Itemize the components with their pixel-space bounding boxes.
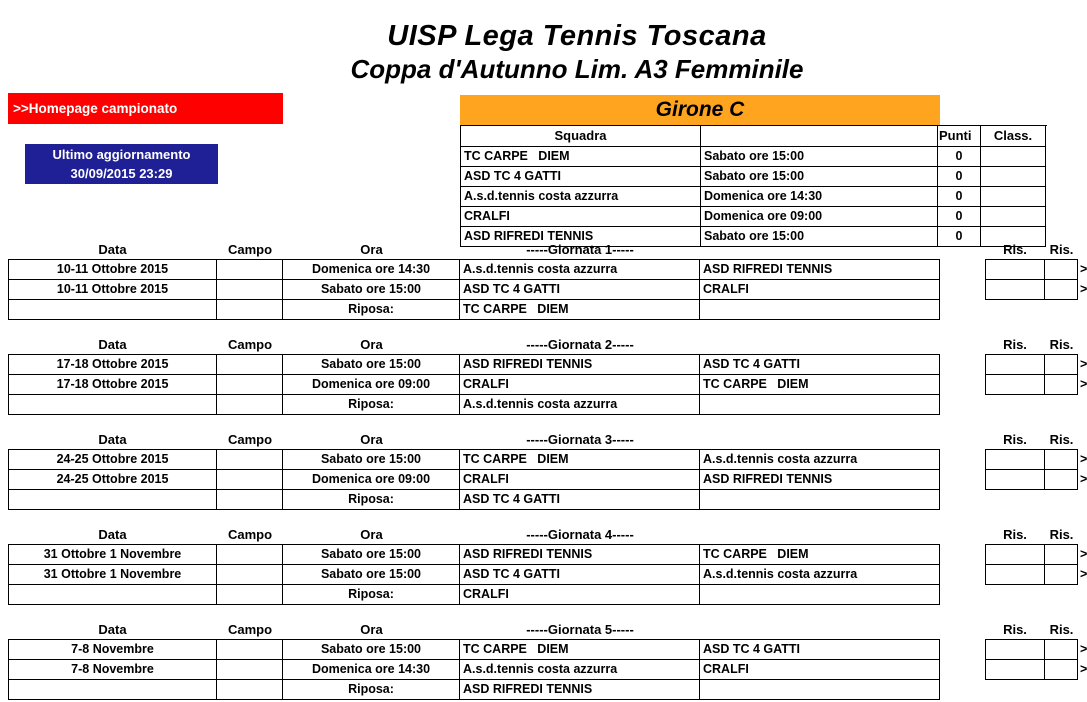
match-time: Sabato ore 15:00 xyxy=(283,565,460,584)
round-header-row xyxy=(8,433,1078,449)
round-results-box xyxy=(985,259,1078,300)
result-row xyxy=(986,660,1077,679)
match-court xyxy=(217,375,283,394)
match-court xyxy=(217,450,283,469)
col-header-data: Data xyxy=(98,527,127,542)
match-date: 10-11 Ottobre 2015 xyxy=(9,280,217,299)
match-court xyxy=(217,470,283,489)
col-header-ris-2: Ris. xyxy=(1049,242,1074,257)
match-home-team: ASD RIFREDI TENNIS xyxy=(460,545,700,564)
match-time: Domenica ore 09:00 xyxy=(283,375,460,394)
riposa-empty-date xyxy=(9,585,217,604)
result-cell-1 xyxy=(986,660,1045,679)
result-cell-1 xyxy=(986,470,1045,489)
result-cell-1 xyxy=(986,280,1045,299)
col-header-ora: Ora xyxy=(360,242,383,257)
col-header-ora: Ora xyxy=(360,337,383,352)
col-header-away-spacer xyxy=(700,338,940,354)
result-row xyxy=(986,375,1077,394)
riposa-empty-court xyxy=(217,680,283,699)
match-home-team: ASD TC 4 GATTI xyxy=(460,280,700,299)
match-time: Domenica ore 14:30 xyxy=(283,660,460,679)
riposa-row xyxy=(9,490,939,509)
result-cell-2 xyxy=(1045,470,1077,489)
result-cell-1 xyxy=(986,355,1045,374)
result-cell-1 xyxy=(986,640,1045,659)
standings-header-class: Class. xyxy=(981,126,1046,147)
match-row xyxy=(9,470,939,490)
result-link-arrow[interactable]: > xyxy=(1080,357,1087,371)
round-matches-table xyxy=(8,639,940,700)
round-results-box xyxy=(985,354,1078,395)
match-date: 24-25 Ottobre 2015 xyxy=(9,470,217,489)
round-matches-table xyxy=(8,544,940,605)
match-date: 7-8 Novembre xyxy=(9,640,217,659)
match-court xyxy=(217,280,283,299)
standings-team-name: TC CARPE DIEM xyxy=(461,147,701,167)
result-link-arrow[interactable]: > xyxy=(1080,642,1087,656)
col-header-ora: Ora xyxy=(360,622,383,637)
standings-header-row xyxy=(461,126,1047,147)
match-row xyxy=(9,640,939,660)
match-home-team: A.s.d.tennis costa azzurra xyxy=(460,260,700,279)
riposa-empty-date xyxy=(9,490,217,509)
col-header-ris-2: Ris. xyxy=(1049,337,1074,352)
result-link-arrow[interactable]: > xyxy=(1080,262,1087,276)
col-header-data: Data xyxy=(98,432,127,447)
riposa-label: Riposa: xyxy=(283,585,460,604)
homepage-campionato-link[interactable]: >>Homepage campionato xyxy=(8,93,283,124)
result-row xyxy=(986,470,1077,489)
result-cell-1 xyxy=(986,545,1045,564)
match-time: Sabato ore 15:00 xyxy=(283,355,460,374)
round-section xyxy=(0,528,1087,623)
result-row xyxy=(986,640,1077,660)
round-results-box xyxy=(985,544,1078,585)
riposa-empty-date xyxy=(9,680,217,699)
match-home-team: A.s.d.tennis costa azzurra xyxy=(460,660,700,679)
match-date: 17-18 Ottobre 2015 xyxy=(9,355,217,374)
standings-team-name: CRALFI xyxy=(461,207,701,227)
match-row xyxy=(9,355,939,375)
standings-rank xyxy=(981,147,1046,167)
riposa-empty-date xyxy=(9,395,217,414)
standings-rank xyxy=(981,207,1046,227)
riposa-empty-court xyxy=(217,585,283,604)
result-row xyxy=(986,545,1077,565)
match-court xyxy=(217,640,283,659)
match-home-team: ASD TC 4 GATTI xyxy=(460,565,700,584)
match-row xyxy=(9,375,939,395)
round-matches-table xyxy=(8,259,940,320)
round-header-row xyxy=(8,243,1078,259)
riposa-team: TC CARPE DIEM xyxy=(460,300,700,319)
round-title: -----Giornata 2----- xyxy=(526,337,634,352)
page-title: UISP Lega Tennis Toscana xyxy=(387,20,767,52)
round-matches-table xyxy=(8,449,940,510)
round-title: -----Giornata 4----- xyxy=(526,527,634,542)
header-gap xyxy=(940,623,985,639)
riposa-empty-away xyxy=(700,395,939,414)
col-header-ris-1: Ris. xyxy=(1003,622,1027,637)
result-cell-1 xyxy=(986,260,1045,279)
match-away-team: TC CARPE DIEM xyxy=(703,547,809,561)
riposa-empty-away xyxy=(700,585,939,604)
match-date: 31 Ottobre 1 Novembre xyxy=(9,545,217,564)
col-header-ris-2: Ris. xyxy=(1049,432,1074,447)
standings-points: 0 xyxy=(938,187,981,207)
match-court xyxy=(217,355,283,374)
match-date: 24-25 Ottobre 2015 xyxy=(9,450,217,469)
page-header xyxy=(77,18,1077,85)
match-row xyxy=(9,450,939,470)
standings-team-name: ASD RIFREDI TENNIS xyxy=(461,227,701,247)
round-results-box xyxy=(985,449,1078,490)
col-header-away-spacer xyxy=(700,243,940,259)
round-section xyxy=(0,243,1087,338)
standings-header-squadra: Squadra xyxy=(461,126,701,147)
riposa-row xyxy=(9,585,939,604)
match-time: Domenica ore 09:00 xyxy=(283,470,460,489)
col-header-ora: Ora xyxy=(360,432,383,447)
col-header-away-spacer xyxy=(700,433,940,449)
header-gap xyxy=(940,338,985,354)
round-header-row xyxy=(8,623,1078,639)
round-section xyxy=(0,623,1087,702)
round-results-box xyxy=(985,639,1078,680)
round-header-row xyxy=(8,528,1078,544)
match-time: Domenica ore 14:30 xyxy=(283,260,460,279)
col-header-ris-1: Ris. xyxy=(1003,432,1027,447)
header-gap xyxy=(940,243,985,259)
standings-row xyxy=(461,147,1047,167)
col-header-data: Data xyxy=(98,337,127,352)
result-link-arrow[interactable]: > xyxy=(1080,282,1087,296)
riposa-empty-away xyxy=(700,300,939,319)
riposa-empty-date xyxy=(9,300,217,319)
match-date: 17-18 Ottobre 2015 xyxy=(9,375,217,394)
result-link-arrow[interactable]: > xyxy=(1080,662,1087,676)
result-row xyxy=(986,450,1077,470)
match-court xyxy=(217,260,283,279)
round-title: -----Giornata 3----- xyxy=(526,432,634,447)
standings-rank xyxy=(981,187,1046,207)
col-header-campo: Campo xyxy=(227,527,273,542)
result-row xyxy=(986,565,1077,584)
riposa-empty-away xyxy=(700,680,939,699)
match-home-team: TC CARPE DIEM xyxy=(460,450,700,469)
standings-table xyxy=(460,125,1047,247)
standings-row xyxy=(461,207,1047,227)
round-header-row xyxy=(8,338,1078,354)
match-time: Sabato ore 15:00 xyxy=(283,280,460,299)
standings-row xyxy=(461,187,1047,207)
match-away-team: ASD RIFREDI TENNIS xyxy=(703,472,833,486)
header-gap xyxy=(940,433,985,449)
standings-rank xyxy=(981,167,1046,187)
col-header-campo: Campo xyxy=(227,242,273,257)
result-cell-2 xyxy=(1045,660,1077,679)
riposa-label: Riposa: xyxy=(283,300,460,319)
match-date: 31 Ottobre 1 Novembre xyxy=(9,565,217,584)
match-row xyxy=(9,660,939,680)
match-home-team: ASD RIFREDI TENNIS xyxy=(460,355,700,374)
result-cell-2 xyxy=(1045,545,1077,564)
match-row xyxy=(9,545,939,565)
match-away-team: ASD RIFREDI TENNIS xyxy=(703,262,833,276)
col-header-ris-1: Ris. xyxy=(1003,337,1027,352)
col-header-ris-2: Ris. xyxy=(1049,622,1074,637)
match-row xyxy=(9,280,939,300)
rounds-list xyxy=(0,243,1087,702)
result-cell-2 xyxy=(1045,355,1077,374)
result-link-arrow[interactable]: > xyxy=(1080,452,1087,466)
match-court xyxy=(217,545,283,564)
match-home-team: CRALFI xyxy=(460,375,700,394)
col-header-campo: Campo xyxy=(227,337,273,352)
col-header-data: Data xyxy=(98,242,127,257)
match-row xyxy=(9,260,939,280)
result-link-arrow[interactable]: > xyxy=(1080,472,1087,486)
result-cell-1 xyxy=(986,565,1045,584)
riposa-row xyxy=(9,395,939,414)
last-update-box xyxy=(25,144,218,184)
match-away-team: ASD TC 4 GATTI xyxy=(703,642,800,656)
col-header-ris-1: Ris. xyxy=(1003,242,1027,257)
standings-header-empty xyxy=(701,126,938,147)
result-cell-1 xyxy=(986,450,1045,469)
standings-team-name: A.s.d.tennis costa azzurra xyxy=(461,187,701,207)
col-header-away-spacer xyxy=(700,623,940,639)
col-header-ris-1: Ris. xyxy=(1003,527,1027,542)
result-row xyxy=(986,280,1077,299)
standings-points: 0 xyxy=(938,207,981,227)
round-section xyxy=(0,338,1087,433)
match-court xyxy=(217,565,283,584)
result-cell-2 xyxy=(1045,450,1077,469)
round-title: -----Giornata 1----- xyxy=(526,242,634,257)
standings-home-time: Sabato ore 15:00 xyxy=(701,147,938,167)
riposa-label: Riposa: xyxy=(283,395,460,414)
header-gap xyxy=(940,528,985,544)
match-away-team: ASD TC 4 GATTI xyxy=(703,357,800,371)
match-away-team: CRALFI xyxy=(703,662,749,676)
standings-home-time: Domenica ore 09:00 xyxy=(701,207,938,227)
round-title: -----Giornata 5----- xyxy=(526,622,634,637)
riposa-empty-court xyxy=(217,300,283,319)
col-header-ora: Ora xyxy=(360,527,383,542)
standings-header-punti: Punti xyxy=(938,126,981,147)
result-cell-2 xyxy=(1045,640,1077,659)
riposa-team: CRALFI xyxy=(460,585,700,604)
standings-row xyxy=(461,167,1047,187)
standings-home-time: Sabato ore 15:00 xyxy=(701,227,938,247)
result-row xyxy=(986,260,1077,280)
riposa-team: A.s.d.tennis costa azzurra xyxy=(460,395,700,414)
result-cell-2 xyxy=(1045,280,1077,299)
riposa-empty-court xyxy=(217,395,283,414)
match-time: Sabato ore 15:00 xyxy=(283,450,460,469)
standings-rows xyxy=(461,147,1047,247)
col-header-campo: Campo xyxy=(227,432,273,447)
col-header-data: Data xyxy=(98,622,127,637)
result-cell-2 xyxy=(1045,565,1077,584)
group-title: Girone C xyxy=(655,98,745,121)
group-banner xyxy=(460,95,940,125)
riposa-team: ASD RIFREDI TENNIS xyxy=(460,680,700,699)
result-cell-2 xyxy=(1045,260,1077,279)
result-cell-2 xyxy=(1045,375,1077,394)
standings-points: 0 xyxy=(938,147,981,167)
riposa-row xyxy=(9,680,939,699)
round-section xyxy=(0,433,1087,528)
col-header-campo: Campo xyxy=(227,622,273,637)
result-link-arrow[interactable]: > xyxy=(1080,377,1087,391)
riposa-empty-court xyxy=(217,490,283,509)
riposa-label: Riposa: xyxy=(283,680,460,699)
last-update-datetime: 30/09/2015 23:29 xyxy=(70,166,173,181)
col-header-away-spacer xyxy=(700,528,940,544)
result-row xyxy=(986,355,1077,375)
match-time: Sabato ore 15:00 xyxy=(283,545,460,564)
riposa-label: Riposa: xyxy=(283,490,460,509)
last-update-label: Ultimo aggiornamento xyxy=(52,147,191,162)
riposa-row xyxy=(9,300,939,319)
match-away-team: A.s.d.tennis costa azzurra xyxy=(703,567,858,581)
match-home-team: TC CARPE DIEM xyxy=(460,640,700,659)
standings-home-time: Domenica ore 14:30 xyxy=(701,187,938,207)
match-row xyxy=(9,565,939,585)
standings-home-time: Sabato ore 15:00 xyxy=(701,167,938,187)
riposa-team: ASD TC 4 GATTI xyxy=(460,490,700,509)
standings-points: 0 xyxy=(938,227,981,247)
match-away-team: A.s.d.tennis costa azzurra xyxy=(703,452,858,466)
match-date: 10-11 Ottobre 2015 xyxy=(9,260,217,279)
round-matches-table xyxy=(8,354,940,415)
col-header-ris-2: Ris. xyxy=(1049,527,1074,542)
match-away-team: TC CARPE DIEM xyxy=(703,377,809,391)
riposa-empty-away xyxy=(700,490,939,509)
standings-points: 0 xyxy=(938,167,981,187)
match-date: 7-8 Novembre xyxy=(9,660,217,679)
result-link-arrow[interactable]: > xyxy=(1080,547,1087,561)
match-home-team: CRALFI xyxy=(460,470,700,489)
match-court xyxy=(217,660,283,679)
match-away-team: CRALFI xyxy=(703,282,749,296)
result-cell-1 xyxy=(986,375,1045,394)
result-link-arrow[interactable]: > xyxy=(1080,567,1087,581)
standings-team-name: ASD TC 4 GATTI xyxy=(461,167,701,187)
page-subtitle: Coppa d'Autunno Lim. A3 Femminile xyxy=(350,54,804,84)
match-time: Sabato ore 15:00 xyxy=(283,640,460,659)
